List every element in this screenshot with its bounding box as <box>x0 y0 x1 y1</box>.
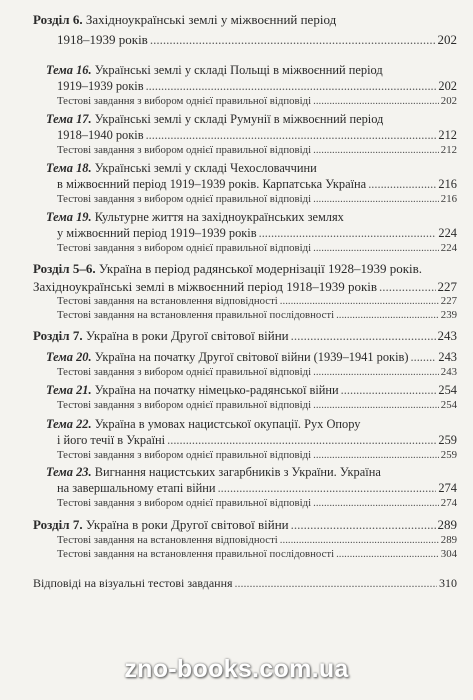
leader-dots <box>291 518 436 531</box>
section-7-review-test2[interactable] <box>57 549 457 560</box>
answers-entry[interactable] <box>33 577 457 589</box>
topic-19-line2[interactable] <box>57 227 457 239</box>
leader-dots <box>313 194 439 205</box>
leader-dots <box>259 227 437 239</box>
topic-16-line2[interactable] <box>57 80 457 92</box>
section-5-6-title-line2[interactable] <box>33 280 457 293</box>
topic-23-line1 <box>46 466 381 478</box>
leader-dots <box>379 280 435 293</box>
leader-dots <box>313 400 439 411</box>
watermark: zno-books.com.ua <box>124 655 349 683</box>
section-6-title-line1 <box>33 13 336 26</box>
page-number: 224 <box>440 242 457 254</box>
section-title: Україна в роки Другої світової війни <box>85 328 289 343</box>
topic-title: Україна в умовах нацистської окупації. Рух Опору <box>94 417 361 431</box>
section-title-cont: 1918–1939 років <box>57 32 148 47</box>
leader-dots <box>313 145 439 156</box>
leader-dots <box>313 367 439 378</box>
topic-17-line2[interactable] <box>57 129 457 141</box>
page-number: 289 <box>437 517 457 532</box>
topic-label: Тема 23. <box>46 465 92 479</box>
page-number: 216 <box>440 193 457 205</box>
leader-dots <box>411 351 437 363</box>
section-6-title-line2[interactable] <box>57 33 457 46</box>
leader-dots <box>313 96 439 107</box>
page-number: 227 <box>440 295 457 307</box>
topic-18-line2[interactable] <box>57 178 457 190</box>
leader-dots <box>368 178 436 190</box>
section-5-6-title-line1 <box>33 262 422 275</box>
section-7-review-title[interactable] <box>33 518 457 531</box>
topic-18-line1 <box>46 162 317 174</box>
topic-title: Українські землі у складі Польщі в міжвоєнний період <box>94 63 383 77</box>
leader-dots <box>336 549 439 560</box>
topic-22-test[interactable] <box>57 450 457 461</box>
test-title: Тестові завдання на встановлення відповідності <box>57 534 278 546</box>
page-number: 202 <box>438 79 457 93</box>
leader-dots <box>341 384 437 396</box>
page-number: 212 <box>438 128 457 142</box>
section-7-review-test1[interactable] <box>57 535 457 546</box>
topic-23-line2[interactable] <box>57 482 457 494</box>
leader-dots <box>146 80 437 92</box>
page-number: 239 <box>440 309 457 321</box>
topic-16-test[interactable] <box>57 96 457 107</box>
page-number: 259 <box>440 449 457 461</box>
answers-title: Відповіді на візуальні тестові завдання <box>33 576 233 590</box>
topic-title: Українські землі у складі Чехословаччини <box>94 161 317 175</box>
page-number: 289 <box>440 534 457 546</box>
test-title: Тестові завдання з вибором однієї правильної відповіді <box>57 144 312 156</box>
section-5-6-test2[interactable] <box>57 310 457 321</box>
topic-title: Україна на початку Другої світової війни (1939–1941 років) <box>94 350 409 364</box>
section-label: Розділ 7. <box>33 517 83 532</box>
page-number: 243 <box>437 328 457 343</box>
topic-label: Тема 16. <box>46 63 92 77</box>
topic-title: Культурне життя на західноукраїнських землях <box>94 210 344 224</box>
page-number: 254 <box>440 399 457 411</box>
page-number: 202 <box>440 95 457 107</box>
topic-20-line1[interactable] <box>46 351 457 363</box>
leader-dots <box>218 482 437 494</box>
section-7-title[interactable] <box>33 329 457 342</box>
leader-dots <box>280 296 439 307</box>
leader-dots <box>313 243 439 254</box>
topic-22-line2[interactable] <box>57 434 457 446</box>
section-title: Україна в роки Другої світової війни <box>85 517 289 532</box>
topic-21-test[interactable] <box>57 400 457 411</box>
topic-label: Тема 21. <box>46 383 92 397</box>
topic-16-line1 <box>46 64 383 76</box>
page-number: 216 <box>438 177 457 191</box>
leader-dots <box>167 434 436 446</box>
topic-label: Тема 19. <box>46 210 92 224</box>
topic-title-cont: на завершальному етапі війни <box>57 481 216 495</box>
topic-label: Тема 22. <box>46 417 92 431</box>
test-title: Тестові завдання з вибором однієї правильної відповіді <box>57 242 312 254</box>
test-title: Тестові завдання на встановлення правильної послідовності <box>57 309 335 321</box>
test-title: Тестові завдання з вибором однієї правильної відповіді <box>57 366 312 378</box>
topic-20-test[interactable] <box>57 367 457 378</box>
topic-title: Вигнання нацистських загарбників з України. Україна <box>94 465 381 479</box>
test-title: Тестові завдання з вибором однієї правильної відповіді <box>57 399 312 411</box>
page-number: 224 <box>438 226 457 240</box>
topic-label: Тема 20. <box>46 350 92 364</box>
section-title-cont: Західноукраїнські землі в міжвоєнний період 1918–1939 років <box>33 279 378 294</box>
leader-dots <box>313 498 439 509</box>
page-number: 212 <box>440 144 457 156</box>
leader-dots <box>336 310 439 321</box>
section-title: Західноукраїнські землі у міжвоєнний період <box>85 12 337 27</box>
topic-19-test[interactable] <box>57 243 457 254</box>
leader-dots <box>146 129 437 141</box>
section-label: Розділ 6. <box>33 12 83 27</box>
topic-title-cont: 1919–1939 років <box>57 79 144 93</box>
section-title: Україна в період радянської модернізації 1928–1939 років. <box>98 261 423 276</box>
topic-21-line1[interactable] <box>46 384 457 396</box>
page-number: 243 <box>440 366 457 378</box>
leader-dots <box>313 450 439 461</box>
page-number: 227 <box>437 279 457 294</box>
section-5-6-test1[interactable] <box>57 296 457 307</box>
page-number: 304 <box>440 548 457 560</box>
test-title: Тестові завдання на встановлення відповідності <box>57 295 278 307</box>
topic-title: Українські землі у складі Румунії в міжвоєнний період <box>94 112 384 126</box>
test-title: Тестові завдання на встановлення правильної послідовності <box>57 548 335 560</box>
topic-title-cont: 1918–1940 років <box>57 128 144 142</box>
test-title: Тестові завдання з вибором однієї правильної відповіді <box>57 95 312 107</box>
topic-title-cont: у міжвоєнний період 1919–1939 років <box>57 226 257 240</box>
topic-title-cont: в міжвоєнний період 1919–1939 років. Карпатська Україна <box>57 177 367 191</box>
topic-23-test[interactable] <box>57 498 457 509</box>
topic-22-line1 <box>46 418 360 430</box>
topic-19-line1 <box>46 211 344 223</box>
leader-dots <box>280 535 439 546</box>
section-label: Розділ 5–6. <box>33 261 96 276</box>
test-title: Тестові завдання з вибором однієї правильної відповіді <box>57 193 312 205</box>
leader-dots <box>150 33 436 46</box>
topic-17-test[interactable] <box>57 145 457 156</box>
topic-label: Тема 17. <box>46 112 92 126</box>
topic-18-test[interactable] <box>57 194 457 205</box>
page-number: 274 <box>438 481 457 495</box>
section-label: Розділ 7. <box>33 328 83 343</box>
topic-title: Україна на початку німецько-радянської війни <box>94 383 339 397</box>
test-title: Тестові завдання з вибором однієї правильної відповіді <box>57 449 312 461</box>
topic-label: Тема 18. <box>46 161 92 175</box>
page-number: 243 <box>438 350 457 364</box>
topic-title-cont: і його течії в Україні <box>57 433 166 447</box>
page-number: 254 <box>438 383 457 397</box>
test-title: Тестові завдання з вибором однієї правильної відповіді <box>57 497 312 509</box>
page-number: 259 <box>438 433 457 447</box>
page-number: 310 <box>439 576 457 590</box>
leader-dots <box>235 577 437 589</box>
topic-17-line1 <box>46 113 383 125</box>
page-number: 274 <box>440 497 457 509</box>
leader-dots <box>291 329 436 342</box>
page-number: 202 <box>437 32 457 47</box>
